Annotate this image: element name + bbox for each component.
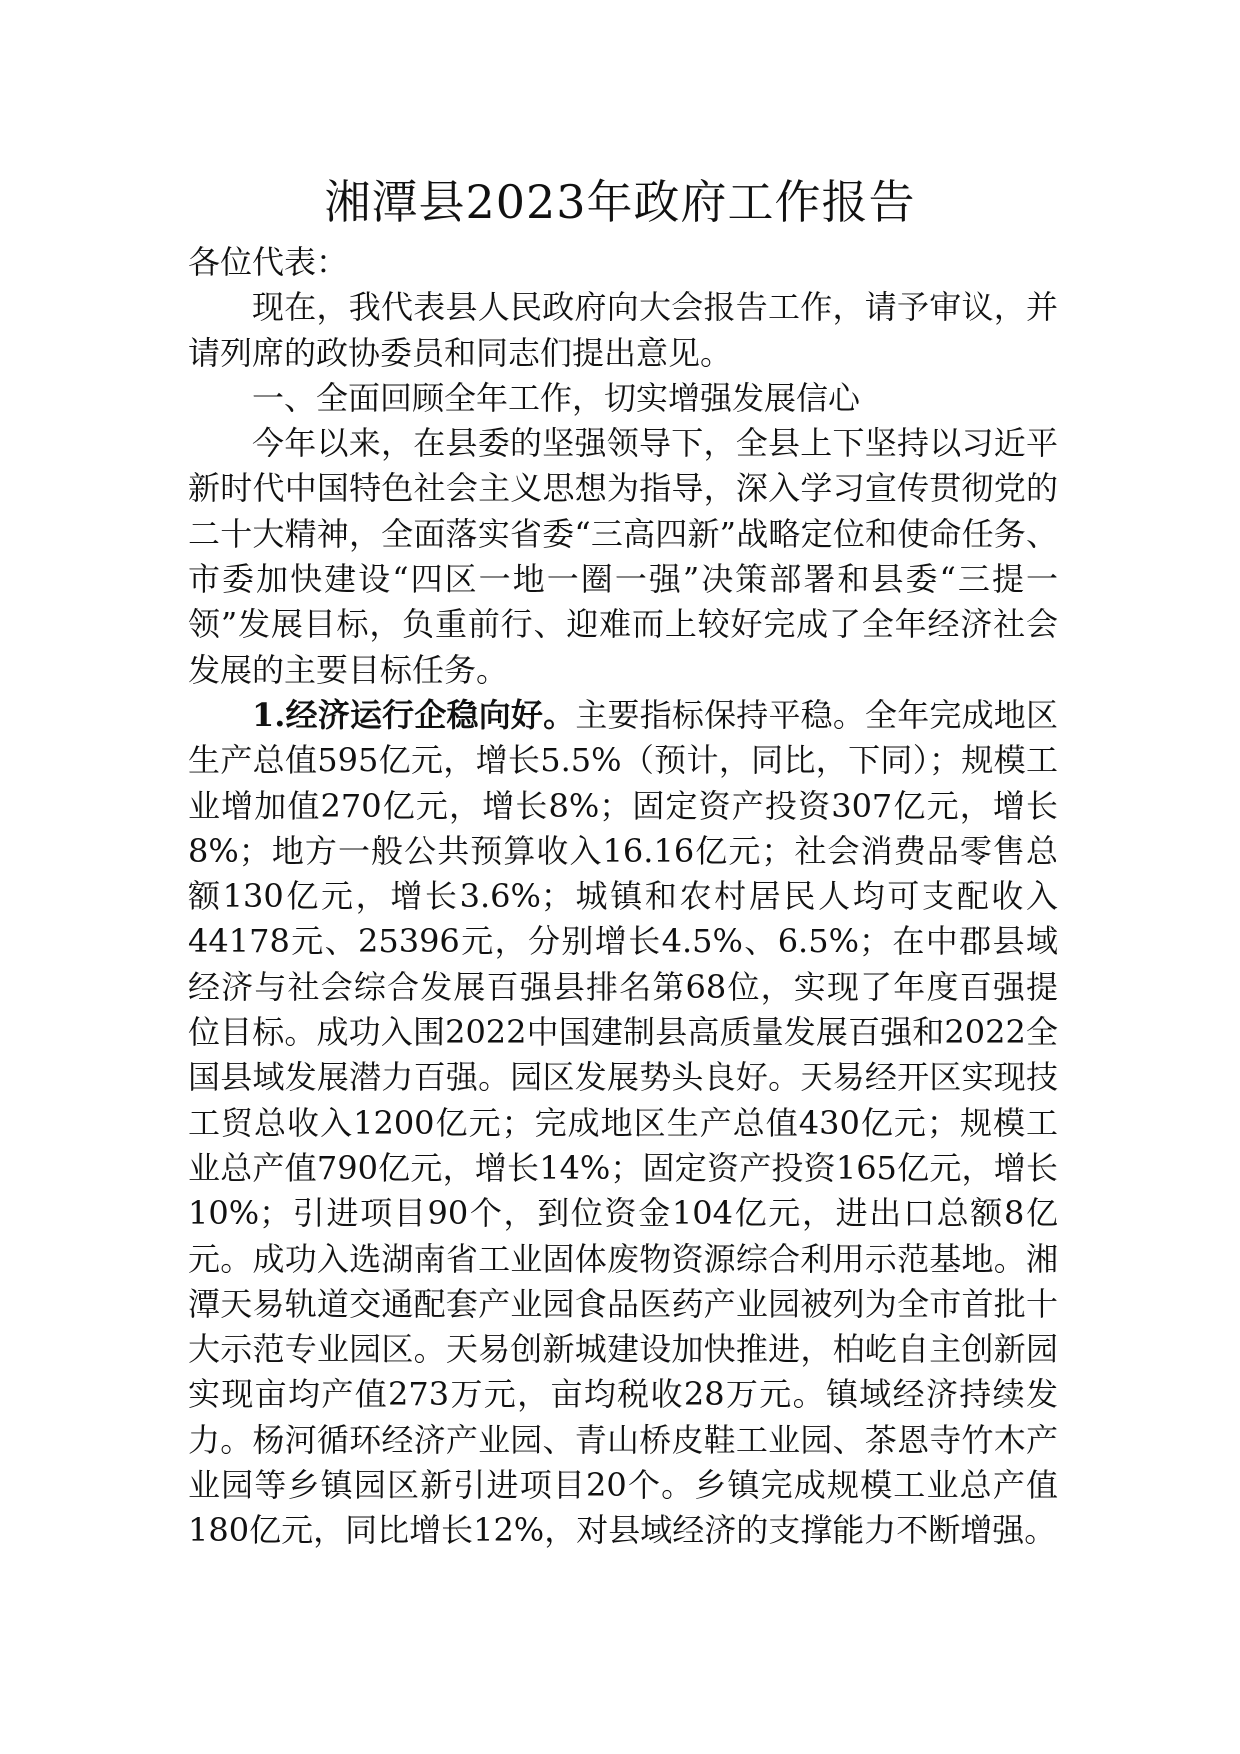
economic-operation-body: 主要指标保持平稳。全年完成地区生产总值595亿元，增长5.5%（预计，同比，下同）；规模工业增加值270亿元，增长8%；固定资产投资307亿元，增长8%；地方一般公共预算收入16.16亿元；社会消费品零售总额130亿元，增长3.6%；城镇和农村居民人均可支配收入44178元、25396元，分别增长4.5%、6.5%；在中郡县域经济与社会综合发展百强县排名第68位，实现了年度百强提位目标。成功入围2022中国建制县高质量发展百强和2022全国县域发展潜力百强。园区发展势头良好。天易经开区实现技工贸总收入1200亿元；完成地区生产总值430亿元；规模工业总产值790亿元，增长14%；固定资产投资165亿元，增长10%；引进项目90个，到位资金104亿元，进出口总额8亿元。成功入选湖南省工业固体废物资源综合利用示范基地。湘潭天易轨道交通配套产业园食品医药产业园被列为全市首批十大示范专业园区。天易创新城建设加快推进，柏屹自主创新园实现亩均产值273万元，亩均税收28万元。镇域经济持续发力。杨河循环经济产业园、青山桥皮鞋工业园、茶恩寺竹木产业园等乡镇园区新引进项目20个。乡镇完成规模工业总产值180亿元，同比增长12%，对县域经济的支撑能力不断增强。 [188, 695, 1058, 1550]
economic-operation-paragraph [188, 693, 1058, 1554]
section-one-heading: 一、全面回顾全年工作，切实增强发展信心 [252, 378, 861, 417]
opening-paragraph: 现在，我代表县人民政府向大会报告工作，请予审议，并请列席的政协委员和同志们提出意见。 [188, 288, 1058, 372]
economic-operation-lead: 1.经济运行企稳向好。 [252, 695, 576, 734]
document-title: 湘潭县2023年政府工作报告 [324, 175, 916, 229]
section-one-intro-paragraph: 今年以来，在县委的坚强领导下，全县上下坚持以习近平新时代中国特色社会主义思想为指导，深入学习宣传贯彻党的二十大精神，全面落实省委“三高四新”战略定位和使命任务、市委加快建设“四区一地一圈一强”决策部署和县委“三提一领”发展目标，负重前行、迎难而上较好完成了全年经济社会发展的主要目标任务。 [188, 424, 1058, 689]
document-body [188, 240, 1058, 1554]
salutation: 各位代表： [188, 243, 349, 281]
